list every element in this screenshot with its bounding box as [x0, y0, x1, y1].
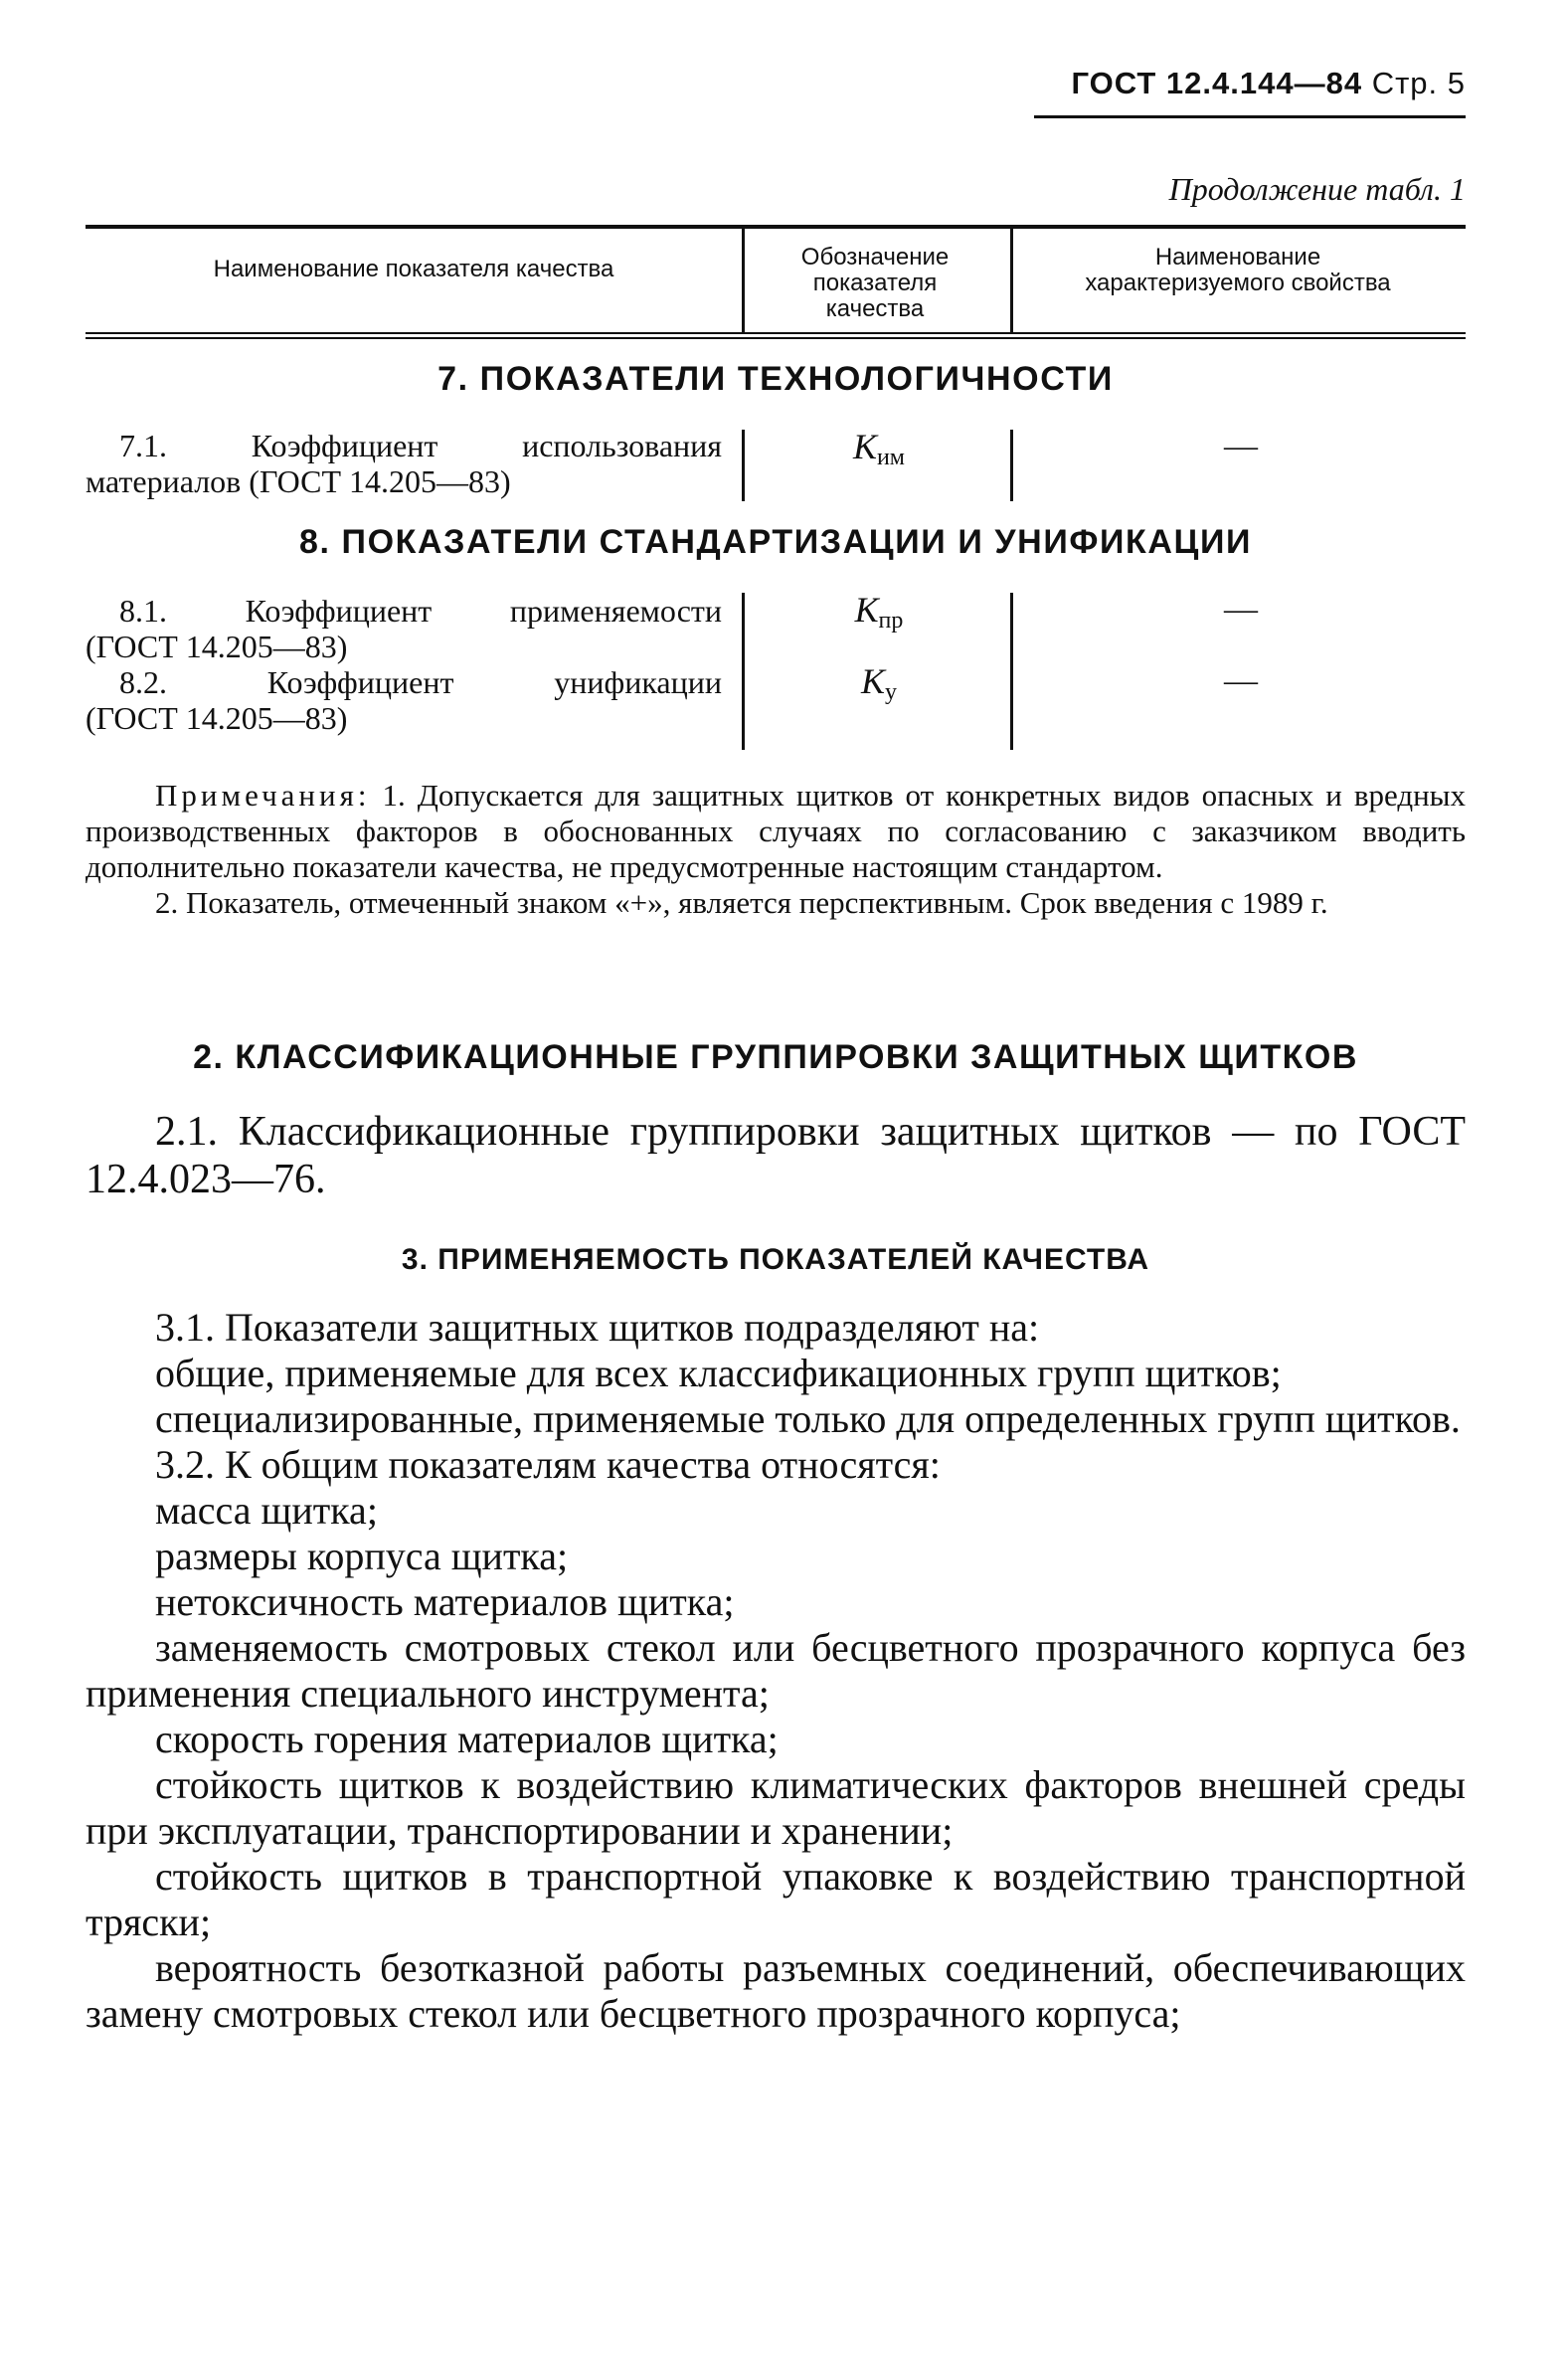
column-header-indicator-name: Наименование показателя качества	[213, 256, 614, 282]
table-continuation-label: Продолжение табл. 1	[1168, 171, 1466, 207]
table-section-title: 8. ПОКАЗАТЕЛИ СТАНДАРТИЗАЦИИ И УНИФИКАЦИИ	[298, 523, 1253, 561]
list-item: заменяемость смотровых стекол или бесцветного прозрачного корпуса без применения специального инструмента;	[86, 1625, 1466, 1716]
list-item: скорость горения материалов щитка;	[155, 1717, 779, 1761]
table-header-rule-upper	[86, 332, 1466, 334]
section-heading: 2. КЛАССИФИКАЦИОННЫЕ ГРУППИРОВКИ ЗАЩИТНЫХ ЩИТКОВ	[193, 1038, 1358, 1076]
list-item: нетоксичность материалов щитка;	[155, 1579, 735, 1624]
list-item: стойкость щитков в транспортной упаковке к воздействию транспортной тряски;	[86, 1854, 1466, 1944]
table-row-symbol: $К_у$	[861, 661, 897, 705]
table-row-property: —	[1224, 428, 1258, 464]
note-2: 2. Показатель, отмеченный знаком «+», является перспективным. Срок введения с 1989 г.	[155, 885, 1328, 920]
column-divider	[742, 430, 745, 501]
list-item: специализированные, применяемые только для определенных групп щитков.	[155, 1396, 1461, 1441]
column-divider	[742, 593, 745, 750]
list-item: размеры корпуса щитка;	[155, 1534, 569, 1578]
table-row-symbol: $К_{им}$	[853, 427, 905, 470]
table-section-title: 7. ПОКАЗАТЕЛИ ТЕХНОЛОГИЧНОСТИ	[437, 360, 1114, 398]
table-top-rule	[86, 225, 1466, 229]
paragraph-3-2: 3.2. К общим показателям качества относятся:	[155, 1442, 941, 1487]
notes-label: Примечания:	[155, 778, 371, 813]
list-item: масса щитка;	[155, 1488, 378, 1533]
paragraph-3-1: 3.1. Показатели защитных щитков подразделяют на:	[155, 1305, 1040, 1350]
column-header-property: Наименование характеризуемого свойства	[1085, 244, 1391, 296]
section-heading: 3. ПРИМЕНЯЕМОСТЬ ПОКАЗАТЕЛЕЙ КАЧЕСТВА	[401, 1243, 1150, 1276]
table-header-rule-lower	[86, 337, 1466, 339]
page-number: Стр. 5	[1371, 66, 1466, 100]
section-3-body	[86, 1305, 1466, 2037]
column-divider	[1010, 430, 1013, 501]
header-rule	[1034, 115, 1466, 118]
column-header-indicator-symbol: Обозначение показателя качества	[800, 244, 950, 322]
column-divider	[1010, 593, 1013, 750]
list-item: общие, применяемые для всех классификационных групп щитков;	[155, 1351, 1282, 1395]
table-row-property: —	[1224, 662, 1258, 699]
column-divider	[742, 229, 745, 332]
table-notes	[86, 778, 1466, 921]
standard-code: ГОСТ 12.4.144—84	[1071, 66, 1363, 100]
table-row-indicator-name: 8.1. Коэффициент применяемости (ГОСТ 14.205—83)	[86, 593, 722, 664]
note-1: 1. Допускается для защитных щитков от конкретных видов опасных и вредных производственных факторов в обоснованных случаях по согласованию с заказчиком вводить дополнительно показатели качества, не предусмотренные настоящим стандартом.	[86, 778, 1467, 884]
list-item: вероятность безотказной работы разъемных соединений, обеспечивающих замену смотровых стекол или бесцветного прозрачного корпуса;	[86, 1945, 1466, 2036]
table-row-symbol: $К_{пр}$	[854, 590, 904, 634]
column-divider	[1010, 229, 1013, 332]
table-row-indicator-name: 7.1. Коэффициент использования материалов (ГОСТ 14.205—83)	[86, 428, 722, 499]
page-header	[1034, 66, 1466, 101]
table-row-property: —	[1224, 591, 1258, 628]
paragraph-2-1: 2.1. Классификационные группировки защитных щитков — по ГОСТ 12.4.023—76.	[86, 1109, 1466, 1202]
list-item: стойкость щитков к воздействию климатических факторов внешней среды при эксплуатации, транспортировании и хранении;	[86, 1762, 1466, 1853]
table-row-indicator-name: 8.2. Коэффициент унификации (ГОСТ 14.205—83)	[86, 664, 722, 736]
